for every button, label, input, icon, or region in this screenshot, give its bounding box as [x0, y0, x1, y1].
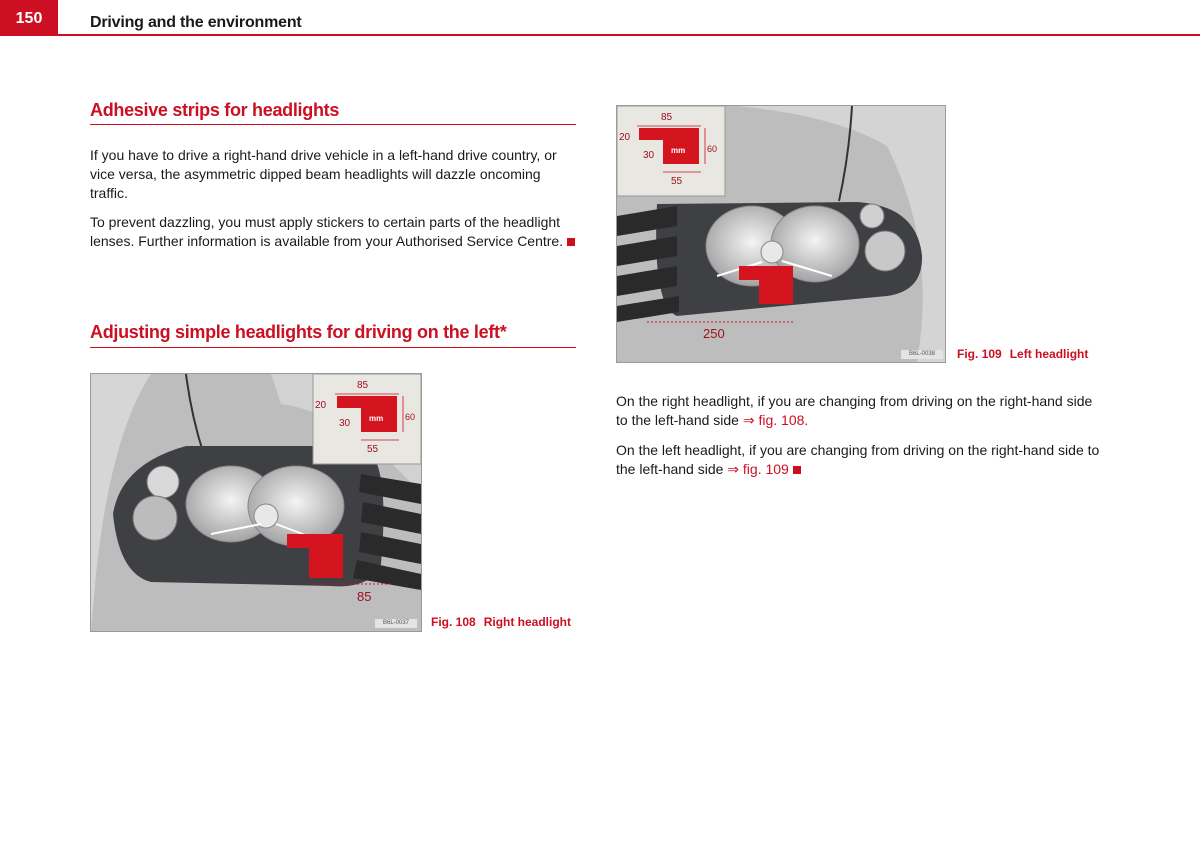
figure-code: B6L-0037 [375, 619, 417, 628]
dim-label-bottom: 55 [367, 444, 379, 455]
figure-108-title: Right headlight [483, 615, 572, 629]
dim-label-inner-left: 30 [643, 150, 655, 161]
left-headlight-illustration [617, 106, 945, 362]
figure-109-caption [957, 347, 1088, 361]
dim-label-bottom: 55 [671, 176, 683, 187]
dim-label-inner-left: 30 [339, 418, 351, 429]
dim-label-top: 85 [357, 380, 369, 391]
section-title-adjusting-headlights: Adjusting simple headlights for driving on the left* [90, 322, 507, 342]
dim-label-right: 60 [707, 144, 718, 154]
figure-code: B6L-0038 [901, 350, 943, 359]
figure-108-caption [431, 615, 571, 629]
sticker-unit-label: mm [671, 146, 686, 155]
figure-109-label: Fig. 109 [957, 347, 1002, 361]
header-rule [58, 34, 1200, 36]
figure-108-right-headlight [90, 373, 422, 632]
end-of-section-icon [567, 238, 575, 246]
dim-label-below: 85 [357, 589, 372, 604]
paragraph-left-headlight-text: On the left headlight, if you are changing from driving on the right-hand side to the left-hand side [616, 442, 1100, 477]
dim-label-left: 20 [315, 400, 327, 411]
page-number: 150 [0, 0, 58, 36]
dim-label-below: 250 [703, 326, 725, 341]
section-rule [90, 347, 576, 348]
link-fig-108[interactable]: ⇒ fig. 108. [742, 412, 809, 428]
running-title: Driving and the environment [90, 14, 302, 31]
section-rule [90, 124, 576, 125]
right-headlight-illustration [91, 374, 421, 631]
paragraph-left-headlight [616, 441, 1106, 479]
sticker-unit-label: mm [369, 414, 384, 423]
dim-label-right: 60 [405, 412, 416, 422]
paragraph-stickers [90, 213, 578, 251]
end-of-section-icon [793, 466, 801, 474]
figure-109-left-headlight [616, 105, 946, 363]
paragraph-dazzle: If you have to drive a right-hand drive vehicle in a left-hand drive country, or vice versa, the asymmetric dipped beam headlights will dazzle oncoming traffic. [90, 147, 557, 201]
section-title-adhesive-strips: Adhesive strips for headlights [90, 100, 340, 120]
paragraph-stickers-text: To prevent dazzling, you must apply stickers to certain parts of the headlight lenses. Further information is available from your Authorised Service Centre. [90, 214, 564, 249]
figure-108-label: Fig. 108 [431, 615, 476, 629]
paragraph-right-headlight-text: On the right headlight, if you are changing from driving on the right-hand side to the left-hand side [616, 393, 1093, 428]
link-fig-109[interactable]: ⇒ fig. 109 [727, 461, 789, 477]
dim-label-top: 85 [661, 112, 673, 123]
dim-label-left: 20 [619, 132, 631, 143]
figure-109-title: Left headlight [1009, 347, 1089, 361]
paragraph-right-headlight [616, 392, 1106, 430]
